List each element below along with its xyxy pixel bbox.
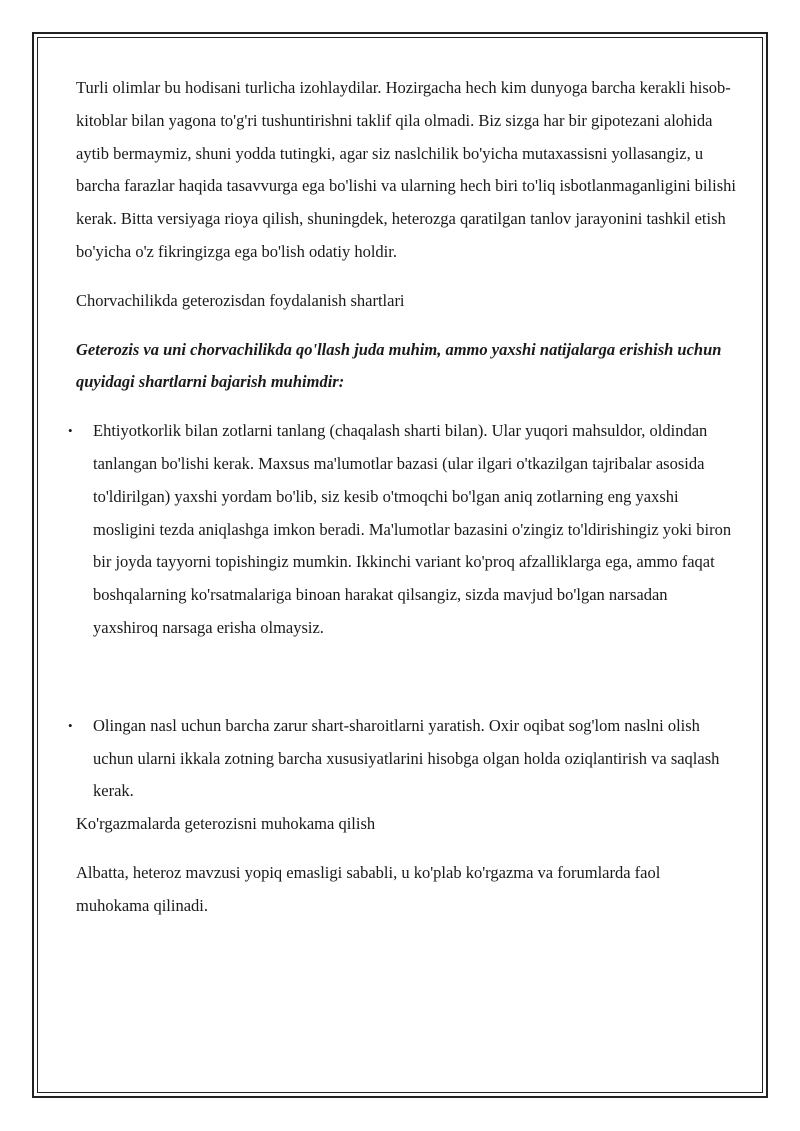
list-item-text: Ehtiyotkorlik bilan zotlarni tanlang (chaqalash sharti bilan). Ular yuqori mahsuldor, oldindan tanlangan bo'lishi kerak. Maxsus ma'lumotlar bazasi (ular ilgari o'tkazilgan tajribalar asosida to'ldirilgan) yaxshi yordam bo'lib, siz kesib o'tmoqchi bo'lgan aniq zotlarning eng yaxshi mosligini tezda aniqlashga imkon beradi. Ma'lumotlar bazasini o'zingiz to'ldirishingiz yoki biron bir joyda tayyorni topishingiz mumkin. Ikkinchi variant ko'proq afzalliklarga ega, ammo faqat boshqalarning ko'rsatmalariga binoan harakat qilsangiz, sizda mavjud bo'lgan narsadan yaxshiroq narsaga erisha olmaysiz. [93, 421, 732, 637]
bullet-icon: • [68, 423, 73, 439]
conditions-lead-text: Geterozis va uni chorvachilikda qo'llash juda muhim, ammo yaxshi natijalarga erishish uchun quyidagi shartlarni bajarish muhimdir: [76, 339, 722, 392]
section-heading-exhibitions: Ko'rgazmalarda geterozisni muhokama qilish [76, 814, 376, 834]
document-body [68, 72, 736, 923]
bullet-icon: • [68, 717, 73, 733]
list-item [68, 415, 736, 645]
section-heading-conditions: Chorvachilikda geterozisdan foydalanish shartlari [76, 290, 405, 310]
list-item-text: Olingan nasl uchun barcha zarur shart-sharoitlarni yaratish. Oxir oqibat sog'lom naslni olish uchun ularni ikkala zotning barcha xususiyatlarini hisobga olgan holda oziqlantirish va saqlash kerak. [93, 715, 720, 801]
intro-paragraph: Turli olimlar bu hodisani turlicha izohlaydilar. Hozirgacha hech kim dunyoga barcha kerakli hisob-kitoblar bilan yagona to'g'ri tushuntirishni taklif qila olmadi. Biz sizga har bir gipotezani alohida aytib bermaymiz, shuni yodda tutingki, agar siz naslchilik bo'yicha mutaxassisni yollasangiz, u barcha farazlar haqida tasavvurga ega bo'lishi va ularning hech biri to'liq isbotlanmaganligini bilishi kerak. Bitta versiyaga rioya qilish, shuningdek, heterozga qaratilgan tanlov jarayonini tashkil etish bo'yicha o'z fikringizga ega bo'lish odatiy holdir. [76, 78, 736, 261]
conditions-list [68, 415, 736, 808]
list-item [68, 710, 736, 808]
closing-paragraph: Albatta, heteroz mavzusi yopiq emasligi sababli, u ko'plab ko'rgazma va forumlarda faol muhokama qilinadi. [76, 862, 661, 915]
